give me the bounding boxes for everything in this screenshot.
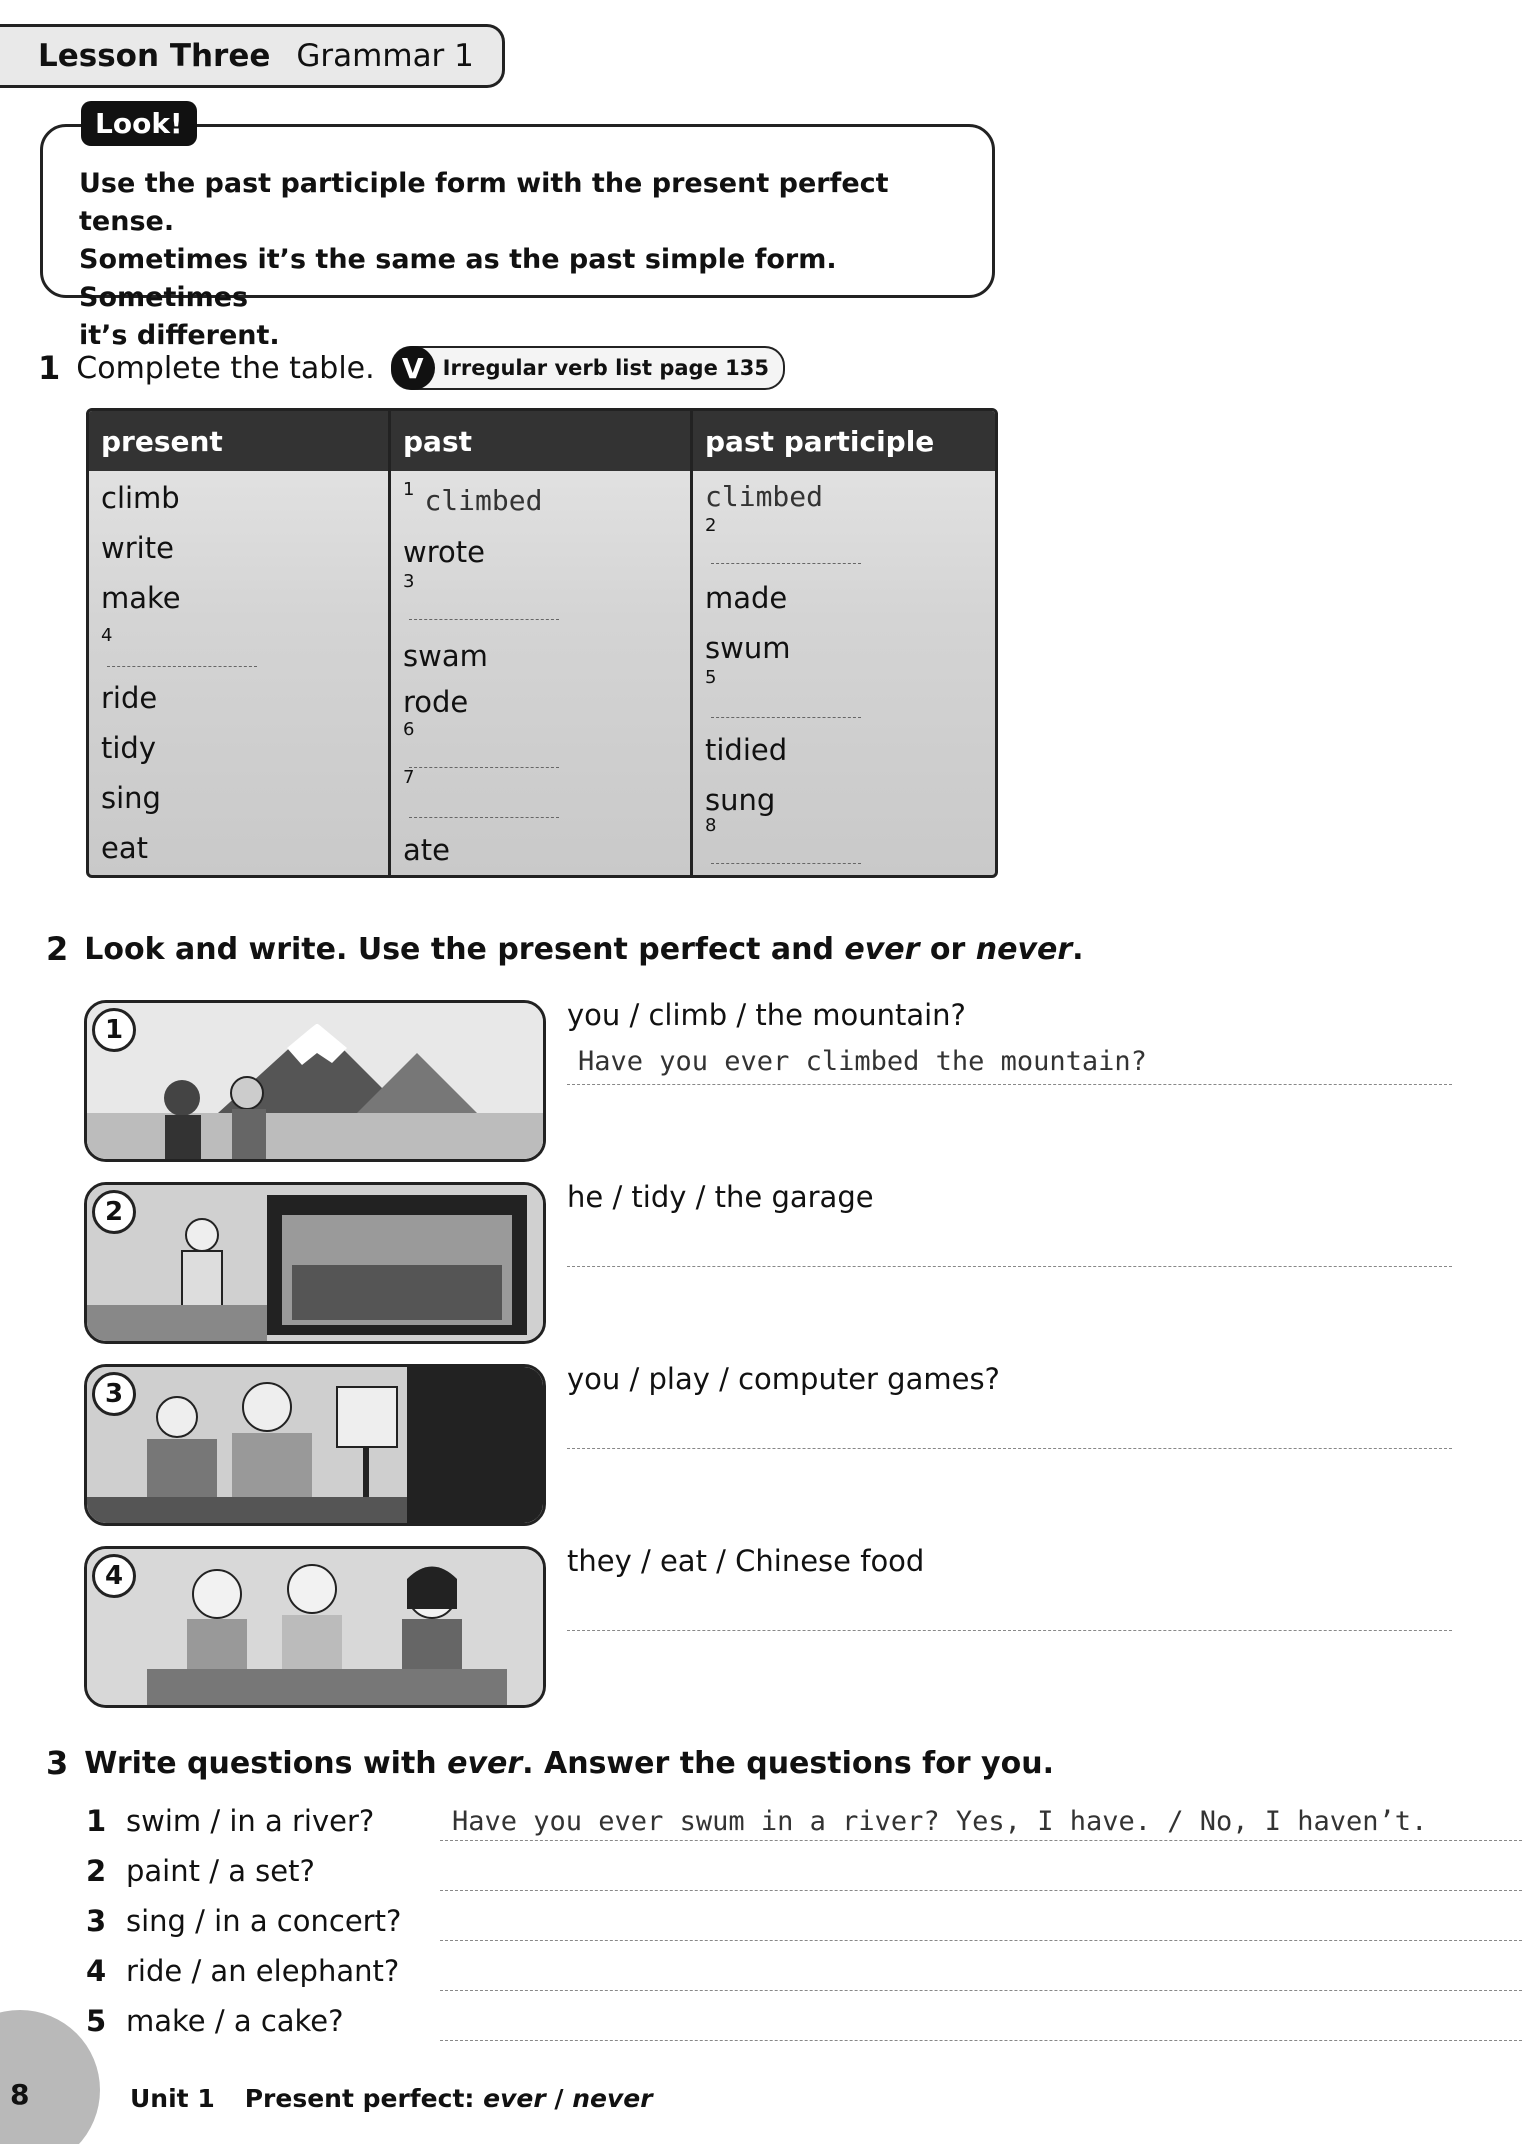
table-header	[89, 411, 995, 471]
table-cell: sing	[101, 781, 161, 815]
footer-topic: Present perfect: ever / never	[244, 2084, 653, 2113]
chinese-food-picture	[84, 1546, 546, 1708]
question-number: 2	[86, 1854, 107, 1888]
question-item	[86, 1854, 315, 1888]
mountain-illustration	[87, 1003, 546, 1162]
exercise-3-heading	[46, 1744, 1054, 1782]
lesson-header	[0, 24, 505, 88]
question-item	[86, 2004, 344, 2038]
footer-unit: Unit 1	[130, 2084, 215, 2113]
exercise-title: Look and write. Use the present perfect and ever or never.	[84, 931, 1084, 967]
item-number: 7	[403, 767, 415, 788]
answer-blank[interactable]	[409, 817, 559, 818]
answer-line[interactable]	[440, 2040, 1522, 2041]
question-item	[86, 1904, 401, 1938]
page-number: 8	[10, 2078, 30, 2111]
answer-line[interactable]	[440, 1990, 1522, 1991]
question-prompt: sing / in a concert?	[126, 1904, 402, 1938]
table-cell: ate	[403, 833, 450, 867]
table-cell[interactable]	[403, 715, 424, 765]
handwritten-answer: Have you ever swum in a river? Yes, I have. / No, I haven’t.	[452, 1806, 1428, 1837]
exercise-number: 1	[38, 349, 61, 387]
table-cell[interactable]	[101, 621, 122, 671]
item-number: 8	[705, 815, 717, 836]
question-number: 5	[86, 2004, 107, 2038]
exercise-2-heading	[46, 930, 1084, 968]
table-cell[interactable]	[705, 511, 726, 561]
question-prompt: paint / a set?	[126, 1854, 315, 1888]
past-column	[391, 471, 693, 878]
section-title: Grammar 1	[296, 38, 474, 74]
picture-number: 2	[92, 1190, 136, 1234]
verb-list-text: Irregular verb list page 135	[442, 356, 769, 380]
exercise-1-heading	[38, 346, 785, 390]
question-number: 1	[86, 1804, 107, 1838]
table-body	[89, 471, 995, 878]
answer-line[interactable]	[440, 1940, 1522, 1941]
page-footer	[130, 2084, 653, 2113]
question-number: 3	[86, 1904, 107, 1938]
table-cell: tidied	[705, 733, 788, 767]
handwritten-answer: climbed	[705, 479, 824, 513]
exercise-prompt: you / climb / the mountain?	[567, 998, 966, 1032]
question-item	[86, 1954, 399, 1988]
table-cell: made	[705, 581, 788, 615]
handwritten-answer: climbed	[424, 483, 543, 517]
table-cell: eat	[101, 831, 148, 865]
question-prompt: swim / in a river?	[126, 1804, 375, 1838]
look-line: it’s different.	[79, 320, 280, 351]
answer-blank[interactable]	[711, 717, 861, 718]
present-column	[89, 471, 391, 878]
picture-number: 4	[92, 1554, 136, 1598]
exercise-title: Write questions with ever. Answer the questions for you.	[84, 1745, 1054, 1781]
participle-column	[693, 471, 995, 878]
item-number: 6	[403, 719, 415, 740]
question-number: 4	[86, 1954, 107, 1988]
picture-number: 1	[92, 1008, 136, 1052]
answer-blank[interactable]	[711, 563, 861, 564]
chinese-food-illustration	[87, 1549, 546, 1708]
verb-list-icon: V	[391, 346, 435, 390]
column-header-participle: past participle	[705, 425, 935, 458]
answer-line[interactable]	[567, 1630, 1452, 1631]
handwritten-answer: Have you ever climbed the mountain?	[578, 1046, 1147, 1077]
question-item	[86, 1804, 374, 1838]
page-corner-tab	[0, 2010, 100, 2144]
look-line: Sometimes it’s the same as the past simple form. Sometimes	[79, 244, 837, 313]
garage-picture	[84, 1182, 546, 1344]
answer-blank[interactable]	[409, 767, 559, 768]
table-cell[interactable]	[705, 811, 726, 861]
item-number: 4	[101, 625, 113, 646]
table-cell: sung	[705, 783, 776, 817]
computer-games-illustration	[87, 1367, 546, 1526]
table-cell[interactable]	[705, 663, 726, 713]
table-cell: wrote	[403, 535, 485, 569]
column-header-past: past	[391, 411, 693, 471]
verb-list-badge[interactable]	[391, 346, 785, 390]
table-cell: ride	[101, 681, 158, 715]
table-cell: rode	[403, 685, 469, 719]
table-cell: swum	[705, 631, 791, 665]
look-label: Look!	[81, 101, 197, 146]
item-number: 2	[705, 515, 717, 536]
answer-line[interactable]	[567, 1448, 1452, 1449]
question-prompt: ride / an elephant?	[126, 1954, 400, 1988]
table-cell[interactable]	[403, 567, 424, 617]
exercise-prompt: he / tidy / the garage	[567, 1180, 874, 1214]
look-box	[40, 107, 995, 351]
answer-blank[interactable]	[409, 619, 559, 620]
answer-line[interactable]	[567, 1084, 1452, 1085]
exercise-prompt: you / play / computer games?	[567, 1362, 1000, 1396]
table-cell: tidy	[101, 731, 156, 765]
exercise-number: 3	[46, 1744, 69, 1782]
item-number: 5	[705, 667, 717, 688]
exercise-number: 2	[46, 930, 69, 968]
column-header-present: present	[89, 411, 391, 471]
lesson-title: Lesson Three	[38, 38, 271, 74]
table-cell: swam	[403, 639, 488, 673]
mountain-picture	[84, 1000, 546, 1162]
table-cell: climb	[101, 481, 180, 515]
answer-blank[interactable]	[711, 863, 861, 864]
answer-blank[interactable]	[107, 666, 257, 667]
answer-line[interactable]	[440, 1890, 1522, 1891]
exercise-prompt: they / eat / Chinese food	[567, 1544, 925, 1578]
table-cell	[403, 475, 542, 525]
table-cell: write	[101, 531, 174, 565]
computer-games-picture	[84, 1364, 546, 1526]
table-cell[interactable]	[403, 763, 424, 813]
item-number: 1	[403, 479, 415, 500]
table-cell: make	[101, 581, 181, 615]
look-line: Use the past participle form with the present perfect tense.	[79, 168, 889, 237]
question-prompt: make / a cake?	[126, 2004, 344, 2038]
exercise-title: Complete the table.	[76, 350, 375, 386]
verb-table	[86, 408, 998, 878]
picture-number: 3	[92, 1372, 136, 1416]
garage-illustration	[87, 1185, 546, 1344]
answer-line[interactable]	[567, 1266, 1452, 1267]
answer-line[interactable]	[440, 1840, 1522, 1841]
item-number: 3	[403, 571, 415, 592]
